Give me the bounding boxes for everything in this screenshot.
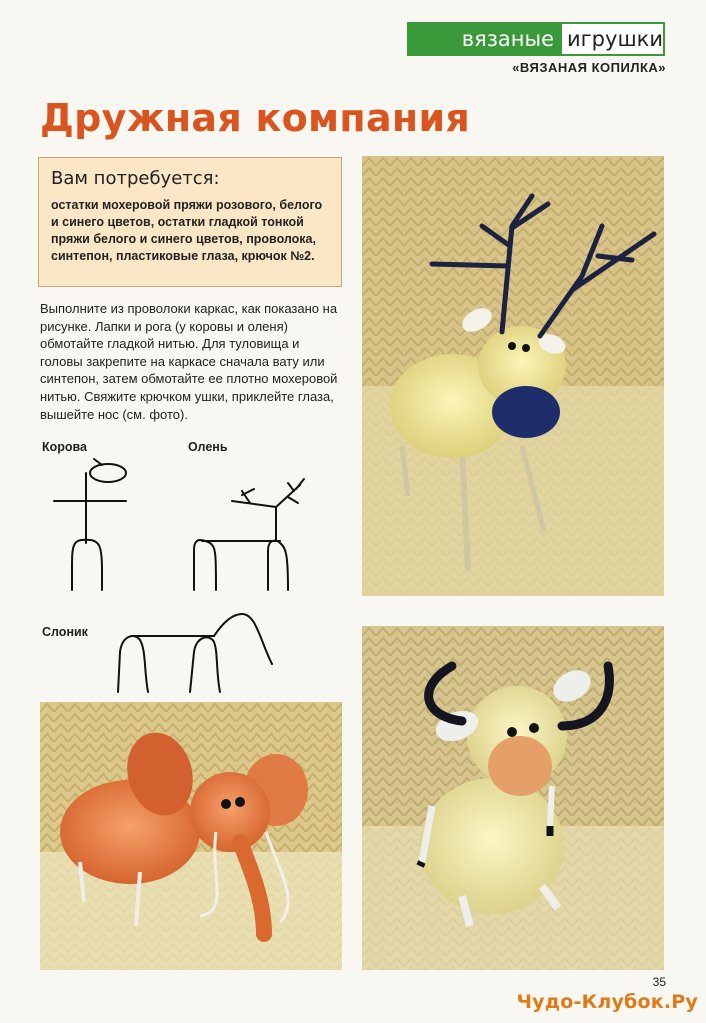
- cow-toy-photo: [362, 626, 664, 970]
- elephant-wire-diagram: [110, 600, 290, 700]
- diagram-label-deer: Олень: [188, 440, 228, 454]
- page-title: Дружная компания: [40, 96, 471, 140]
- cow-left-leg: [72, 540, 86, 590]
- cow-head-loop: [90, 464, 126, 482]
- deer-back-legs: [268, 541, 288, 590]
- section-label-right: игрушки: [560, 22, 665, 56]
- deer-toy-photo: [362, 156, 664, 596]
- deer-antler-right: [276, 479, 304, 507]
- page-number: 35: [652, 975, 666, 989]
- elephant-front-legs: [118, 636, 148, 692]
- deer-wire-diagram: [180, 455, 320, 595]
- cow-horn: [94, 459, 102, 465]
- deer-antler-left: [242, 489, 254, 503]
- section-label-left: вязаные: [407, 22, 560, 56]
- deer-front-legs: [194, 540, 216, 590]
- cow-right-leg: [86, 540, 102, 590]
- elephant-back-legs: [190, 637, 220, 692]
- elephant-head-trunk: [214, 614, 272, 664]
- series-label: «ВЯЗАНАЯ КОПИЛКА»: [512, 60, 666, 75]
- materials-box: [38, 157, 342, 287]
- deer-head-line: [232, 501, 276, 507]
- materials-heading: Вам потребуется:: [51, 168, 220, 189]
- instructions-text: Выполните из проволоки каркас, как показано на рисунке. Лапки и рога (у коровы и оленя) обмотайте гладкой нитью. Для туловища и головы закрепите на каркасе сначала вату или синтепон, затем обмотайте ее плотно мохеровой нитью. Свяжите крючком ушки, приклейте глаза, вышейте нос (см. фото).: [40, 301, 338, 422]
- materials-list: остатки мохеровой пряжи розового, белого и синего цветов, остатки гладкой тонкой пряжи белого и синего цветов, проволока, синтепон, пластиковые глаза, крючок №2.: [51, 198, 323, 263]
- diagram-label-elephant: Слоник: [42, 625, 88, 639]
- section-banner: [407, 22, 665, 56]
- site-watermark: Чудо-Клубок.Ру: [516, 991, 698, 1013]
- cow-wire-diagram: [50, 455, 140, 595]
- elephant-toy-photo: [40, 702, 342, 970]
- diagram-label-cow: Корова: [42, 440, 88, 454]
